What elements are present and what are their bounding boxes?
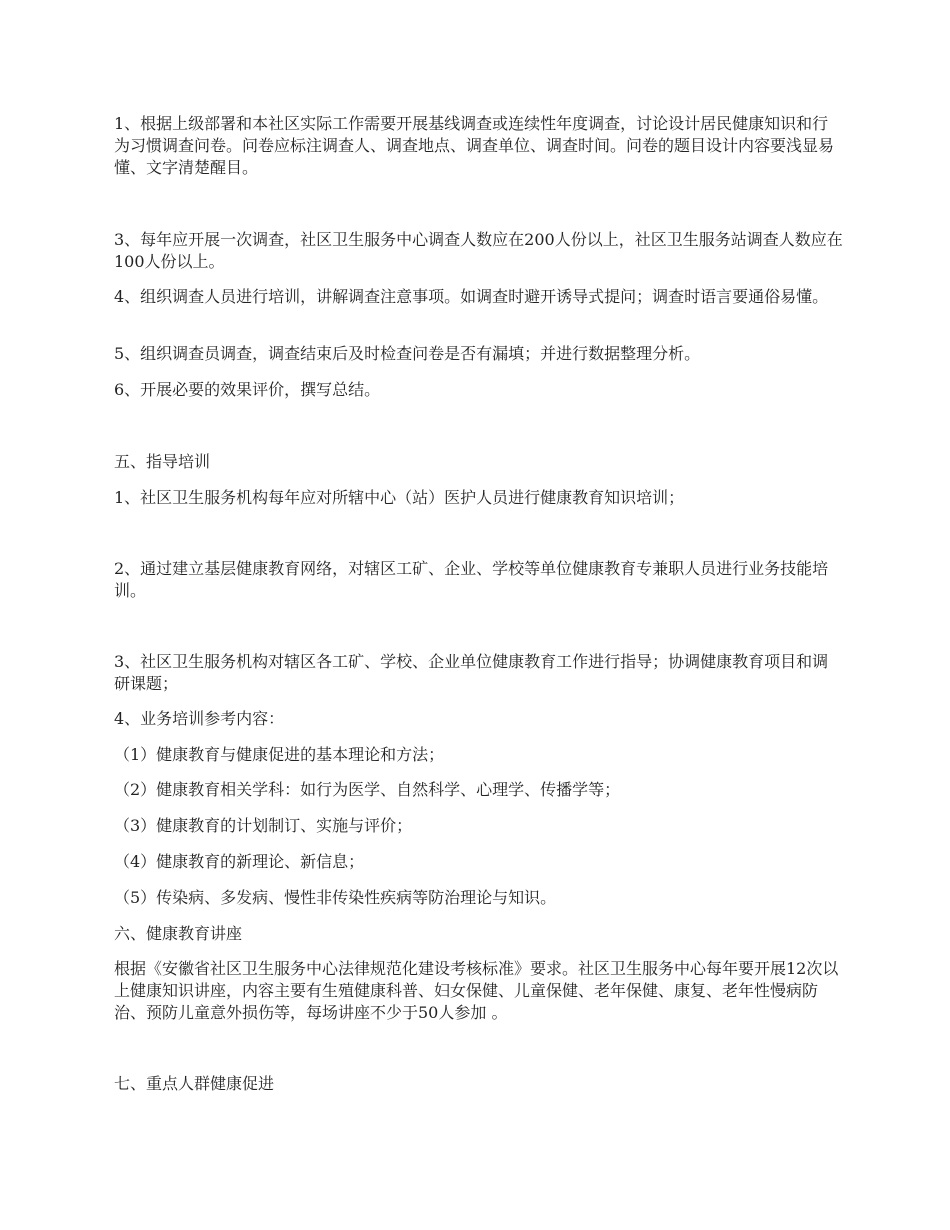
- list-item-disease-prevention: （5）传染病、多发病、慢性非传染性疾病等防治理论与知识。: [114, 888, 557, 907]
- paragraph-unit-guidance: 3、社区卫生服务机构对辖区各工矿、学校、企业单位健康教育工作进行指导；协调健康教育项目和调研课题；: [114, 652, 829, 693]
- paragraph-effect-evaluation: 6、开展必要的效果评价，撰写总结。: [114, 380, 381, 399]
- heading-key-populations: 七、重点人群健康促进: [114, 1074, 275, 1093]
- list-item-new-theory: （4）健康教育的新理论、新信息；: [114, 852, 365, 871]
- list-item-planning: （3）健康教育的计划制订、实施与评价；: [114, 816, 413, 835]
- list-item-related-disciplines: （2）健康教育相关学科：如行为医学、自然科学、心理学、传播学等；: [114, 780, 621, 799]
- paragraph-survey-training: 4、组织调查人员进行培训，讲解调查注意事项。如调查时避开诱导式提问；调查时语言要通俗易懂。: [114, 287, 829, 306]
- paragraph-survey-execution: 5、组织调查员调查，调查结束后及时检查问卷是否有漏填；并进行数据整理分析。: [114, 344, 701, 363]
- paragraph-training-content: 4、业务培训参考内容：: [114, 709, 285, 728]
- heading-health-lectures: 六、健康教育讲座: [114, 924, 243, 943]
- paragraph-staff-training: 1、社区卫生服务机构每年应对所辖中心（站）医护人员进行健康教育知识培训；: [114, 488, 685, 507]
- paragraph-survey-design: 1、根据上级部署和本社区实际工作需要开展基线调查或连续性年度调查，讨论设计居民健康知识和行为习惯调查问卷。问卷应标注调查人、调查地点、调查单位、调查时间。问卷的题目设计内容要浅显易懂、文字清楚醒目。: [114, 114, 835, 177]
- heading-guidance-training: 五、指导培训: [114, 452, 211, 471]
- paragraph-survey-frequency: 3、每年应开展一次调查，社区卫生服务中心调查人数应在200人份以上，社区卫生服务站调查人数应在100人份以上。: [114, 230, 843, 271]
- paragraph-network-training: 2、通过建立基层健康教育网络，对辖区工矿、企业、学校等单位健康教育专兼职人员进行业务技能培训。: [114, 559, 829, 600]
- list-item-theory: （1）健康教育与健康促进的基本理论和方法；: [114, 745, 445, 764]
- paragraph-lecture-requirements: 根据《安徽省社区卫生服务中心法律规范化建设考核标准》要求。社区卫生服务中心每年要开展12次以上健康知识讲座，内容主要有生殖健康科普、妇女保健、儿童保健、老年保健、康复、老年性慢病防治、预防儿童意外损伤等，每场讲座不少于50人参加 。: [114, 959, 839, 1022]
